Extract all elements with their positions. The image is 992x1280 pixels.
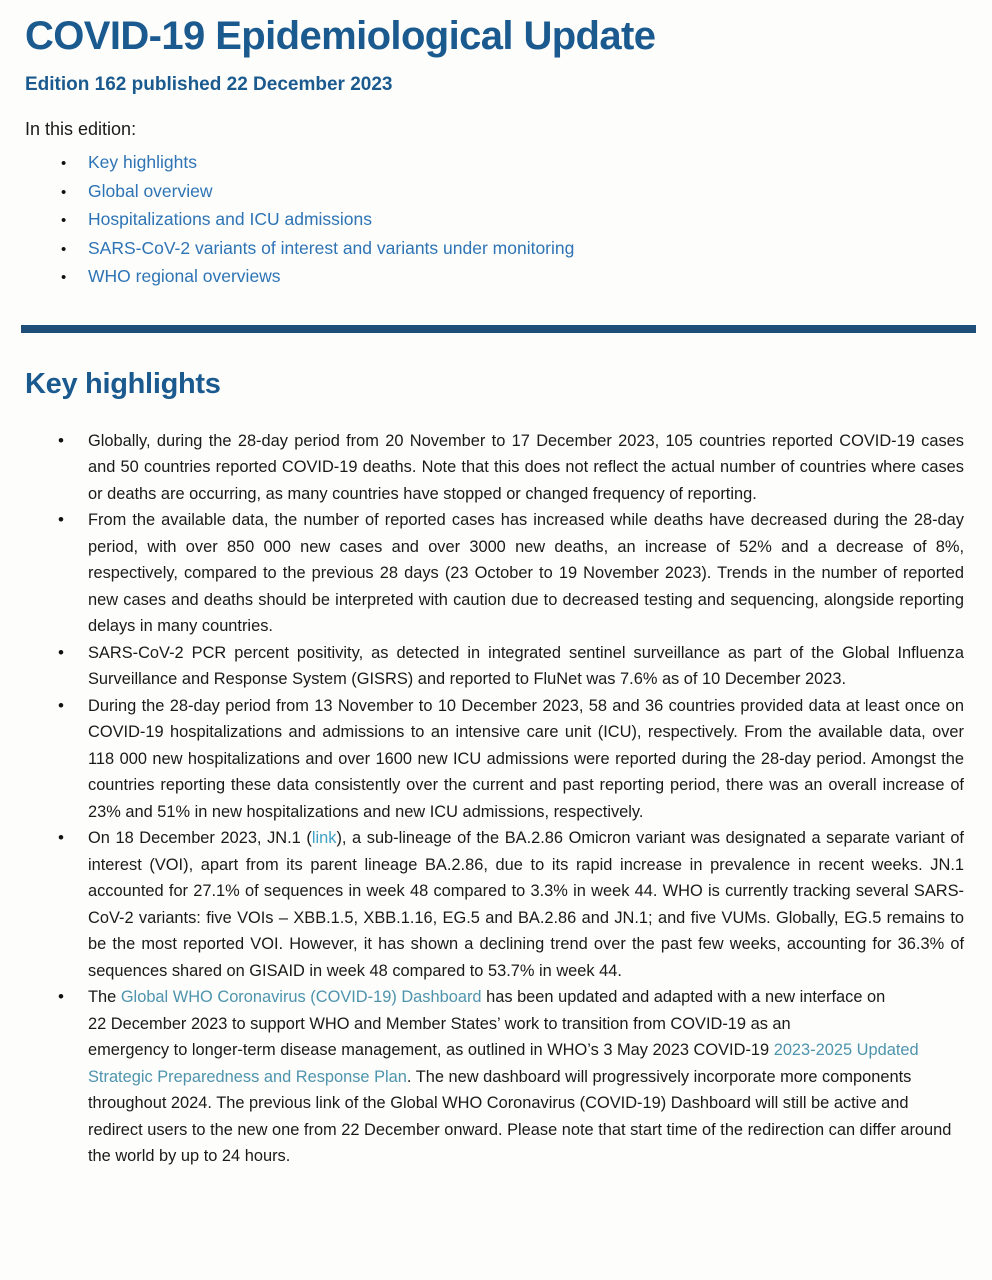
toc-link-hospitalizations-and-icu-admissions[interactable]: Hospitalizations and ICU admissions: [88, 209, 373, 229]
toc-list: [25, 149, 964, 292]
page-title: COVID-19 Epidemiological Update: [25, 14, 656, 58]
highlight-item: [25, 693, 964, 826]
bullet-icon: •: [58, 430, 64, 450]
bullet-icon: •: [58, 987, 64, 1006]
highlights-list: [25, 428, 964, 1170]
highlight-text: [88, 693, 964, 826]
text-run: Globally, during the 28-day period from 20 November to 17 December 2023, 105 countries reported COVID-19 cases and 50 countries reported COVID-19 deaths. Note that this does not reflect the actual number of countries where cases or deaths are occurring, as many countries have stopped or changed frequency of reporting.: [88, 431, 964, 503]
bullet-icon: •: [61, 269, 67, 286]
inline-link[interactable]: Global WHO Coronavirus (COVID-19) Dashboard: [120, 988, 482, 1006]
bullet-icon: •: [58, 828, 64, 847]
toc-link-sars-cov-2-variants-of-interest-and-variants-under-monitoring[interactable]: SARS-CoV-2 variants of interest and variants under monitoring: [88, 237, 575, 258]
bullet-icon: •: [58, 642, 64, 662]
toc-item: [25, 206, 964, 235]
text-run: 22 December 2023 to support WHO and Member States’ work to transition from COVID-19 as an: [88, 1014, 791, 1033]
highlight-item: [25, 825, 964, 984]
highlight-text: [88, 825, 964, 984]
text-run: . The new dashboard will progressively incorporate more components throughout 2024. The previous link of the Global WHO Coronavirus (COVID-19) Dashboard will still be active and redirect users to the new one from 22 December onward. Please note that start time of the redirection can differ around the world by up to 24 hours.: [88, 1067, 952, 1165]
toc-item: [25, 235, 964, 264]
highlight-item: [25, 640, 964, 693]
key-highlights-heading: Key highlights: [25, 367, 221, 400]
bullet-icon: •: [61, 183, 67, 201]
text-run: has been updated and adapted with a new interface on: [481, 988, 886, 1006]
bullet-icon: •: [61, 155, 67, 172]
toc-item: [25, 178, 964, 207]
toc-link-global-overview[interactable]: Global overview: [88, 180, 213, 201]
highlight-item: [25, 507, 964, 640]
bullet-icon: •: [58, 510, 64, 529]
text-run: The: [88, 988, 121, 1006]
section-divider: [21, 325, 976, 333]
highlight-item: [25, 428, 964, 508]
highlight-text: [88, 507, 964, 640]
inline-link[interactable]: 2023-2025 Updated Strategic Preparedness and Response Plan: [88, 1041, 919, 1086]
text-run: From the available data, the number of reported cases has increased while deaths have decreased during the 28-day period, with over 850 000 new cases and over 3000 new deaths, an increase of 52% and a decrease of 8%, respectively, compared to the previous 28 days (23 October to 19 November 2023). Trends in the number of reported new cases and deaths should be interpreted with caution due to decreased testing and sequencing, alongside reporting delays in many countries.: [88, 511, 964, 635]
edition-subtitle: Edition 162 published 22 December 2023: [25, 74, 393, 95]
text-run: emergency to longer-term disease management, as outlined in WHO’s 3 May 2023 COVID-19: [88, 1041, 774, 1059]
toc-link-key-highlights[interactable]: Key highlights: [88, 152, 197, 172]
text-run: SARS-CoV-2 PCR percent positivity, as detected in integrated sentinel surveillance as part of the Global Influenza Surveillance and Response System (GISRS) and reported to FluNet was 7.6% as of 10 December 2023.: [88, 643, 964, 688]
highlight-text: [88, 640, 964, 693]
text-run: During the 28-day period from 13 November to 10 December 2023, 58 and 36 countries provided data at least once on COVID-19 hospitalizations and admissions to an intensive care unit (ICU), respectively. From the available data, over 118 000 new hospitalizations and over 1600 new ICU admissions were reported during the 28-day period. Amongst the countries reporting these data consistently over the current and past reporting period, there was an overall increase of 23% and 51% in new hospitalizations and new ICU admissions, respectively.: [88, 696, 964, 821]
toc-link-who-regional-overviews[interactable]: WHO regional overviews: [88, 266, 281, 286]
bullet-icon: •: [58, 695, 64, 715]
inline-link[interactable]: link: [311, 829, 337, 847]
toc-item: [25, 263, 964, 292]
toc-item: [25, 149, 964, 178]
text-run: ), a sub-lineage of the BA.2.86 Omicron variant was designated a separate variant of interest (VOI), apart from its parent lineage BA.2.86, due to its rapid increase in prevalence in recent weeks. JN.1 accounted for 27.1% of sequences in week 48 compared to 3.3% in week 44. WHO is currently tracking several SARS-CoV-2 variants: five VOIs – XBB.1.5, XBB.1.16, EG.5 and BA.2.86 and JN.1; and five VUMs. Globally, EG.5 remains to be the most reported VOI. However, it has shown a declining trend over the past few weeks, accounting for 36.3% of sequences shared on GISAID in week 48 compared to 53.7% in week 44.: [88, 829, 964, 980]
toc-intro-label: In this edition:: [25, 119, 137, 139]
highlight-text: [88, 984, 964, 1170]
bullet-icon: •: [61, 240, 67, 258]
highlight-item: [25, 984, 964, 1170]
text-run: On 18 December 2023, JN.1 (: [88, 829, 312, 847]
highlight-text: [88, 428, 964, 508]
bullet-icon: •: [61, 212, 67, 229]
